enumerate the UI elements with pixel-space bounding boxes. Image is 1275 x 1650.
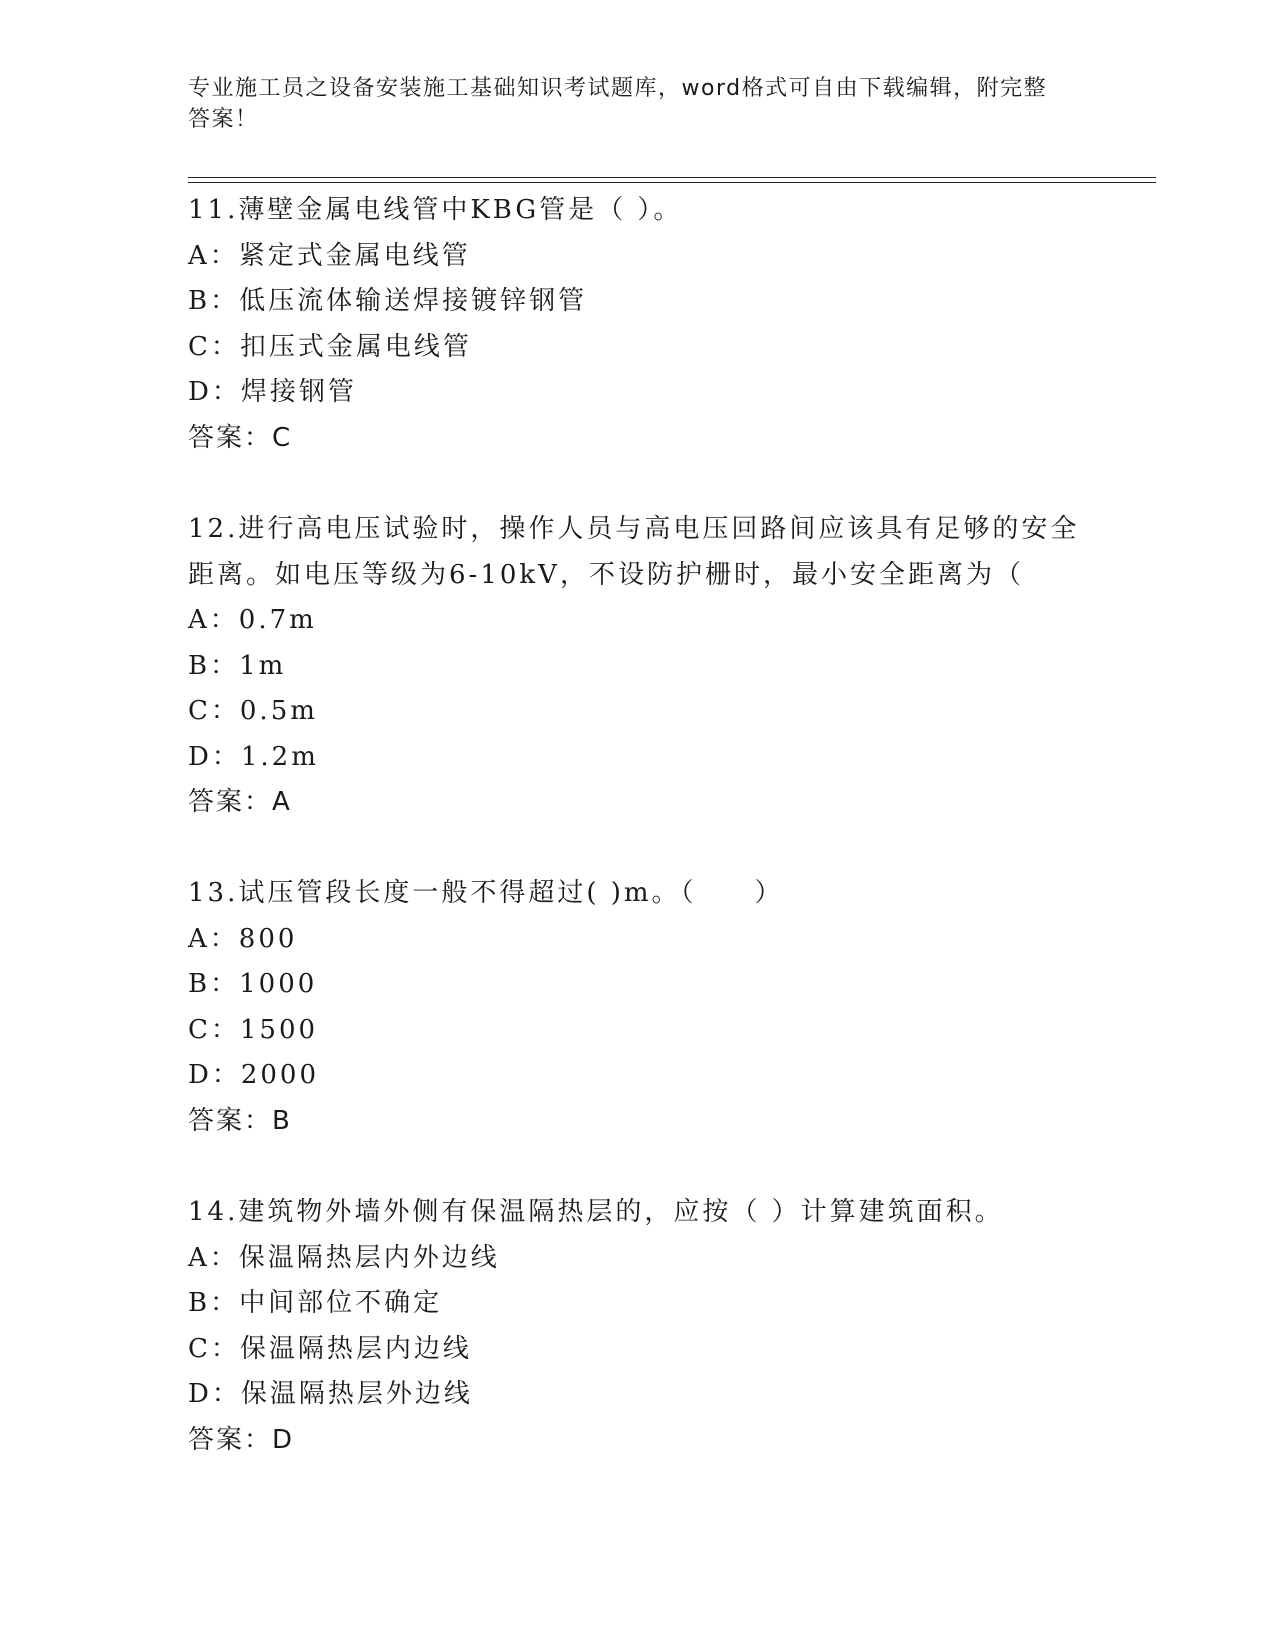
option-b: B：中间部位不确定	[188, 1288, 443, 1318]
option-a: A：800	[188, 923, 298, 954]
option-a: A：保温隔热层内外边线	[188, 1242, 500, 1273]
question-stem: 11.薄壁金属电线管中KBG管是（ ）。	[188, 195, 683, 225]
question-block	[188, 507, 1088, 826]
option-b: B：1000	[188, 969, 318, 999]
option-b: B：低压流体输送焊接镀锌钢管	[188, 286, 588, 316]
option-d: D：保温隔热层外边线	[188, 1379, 473, 1409]
question-stem: 13.试压管段长度一般不得超过( )m。（ ）	[188, 878, 784, 908]
answer-line: 答案：B	[188, 1105, 292, 1136]
document-header: 专业施工员之设备安装施工基础知识考试题库，word格式可自由下载编辑，附完整答案！	[188, 76, 1048, 132]
option-d: D：1.2m	[188, 741, 319, 772]
question-block	[188, 188, 1088, 461]
question-stem-continued: 距离。如电压等级为6-10kV，不设防护栅时，最小安全距离为（	[188, 559, 1024, 590]
option-c: C：保温隔热层内边线	[188, 1333, 472, 1364]
option-c: C：1500	[188, 1014, 319, 1045]
option-b: B：1m	[188, 650, 287, 681]
option-c: C：扣压式金属电线管	[188, 331, 472, 362]
header-divider-top	[188, 177, 1156, 178]
header-divider-bottom	[188, 182, 1156, 183]
question-block	[188, 1190, 1088, 1463]
answer-line: 答案：A	[188, 787, 292, 817]
option-d: D：2000	[188, 1060, 320, 1090]
option-c: C：0.5m	[188, 696, 318, 726]
question-block	[188, 871, 1088, 1144]
option-d: D：焊接钢管	[188, 377, 357, 407]
answer-line: 答案：C	[188, 422, 293, 453]
question-stem: 14.建筑物外墙外侧有保温隔热层的，应按（ ）计算建筑面积。	[188, 1197, 1004, 1227]
question-stem: 12.进行高电压试验时，操作人员与高电压回路间应该具有足够的安全	[188, 514, 1080, 544]
option-a: A：紧定式金属电线管	[188, 240, 471, 271]
answer-line: 答案：D	[188, 1424, 295, 1455]
option-a: A：0.7m	[188, 605, 317, 635]
